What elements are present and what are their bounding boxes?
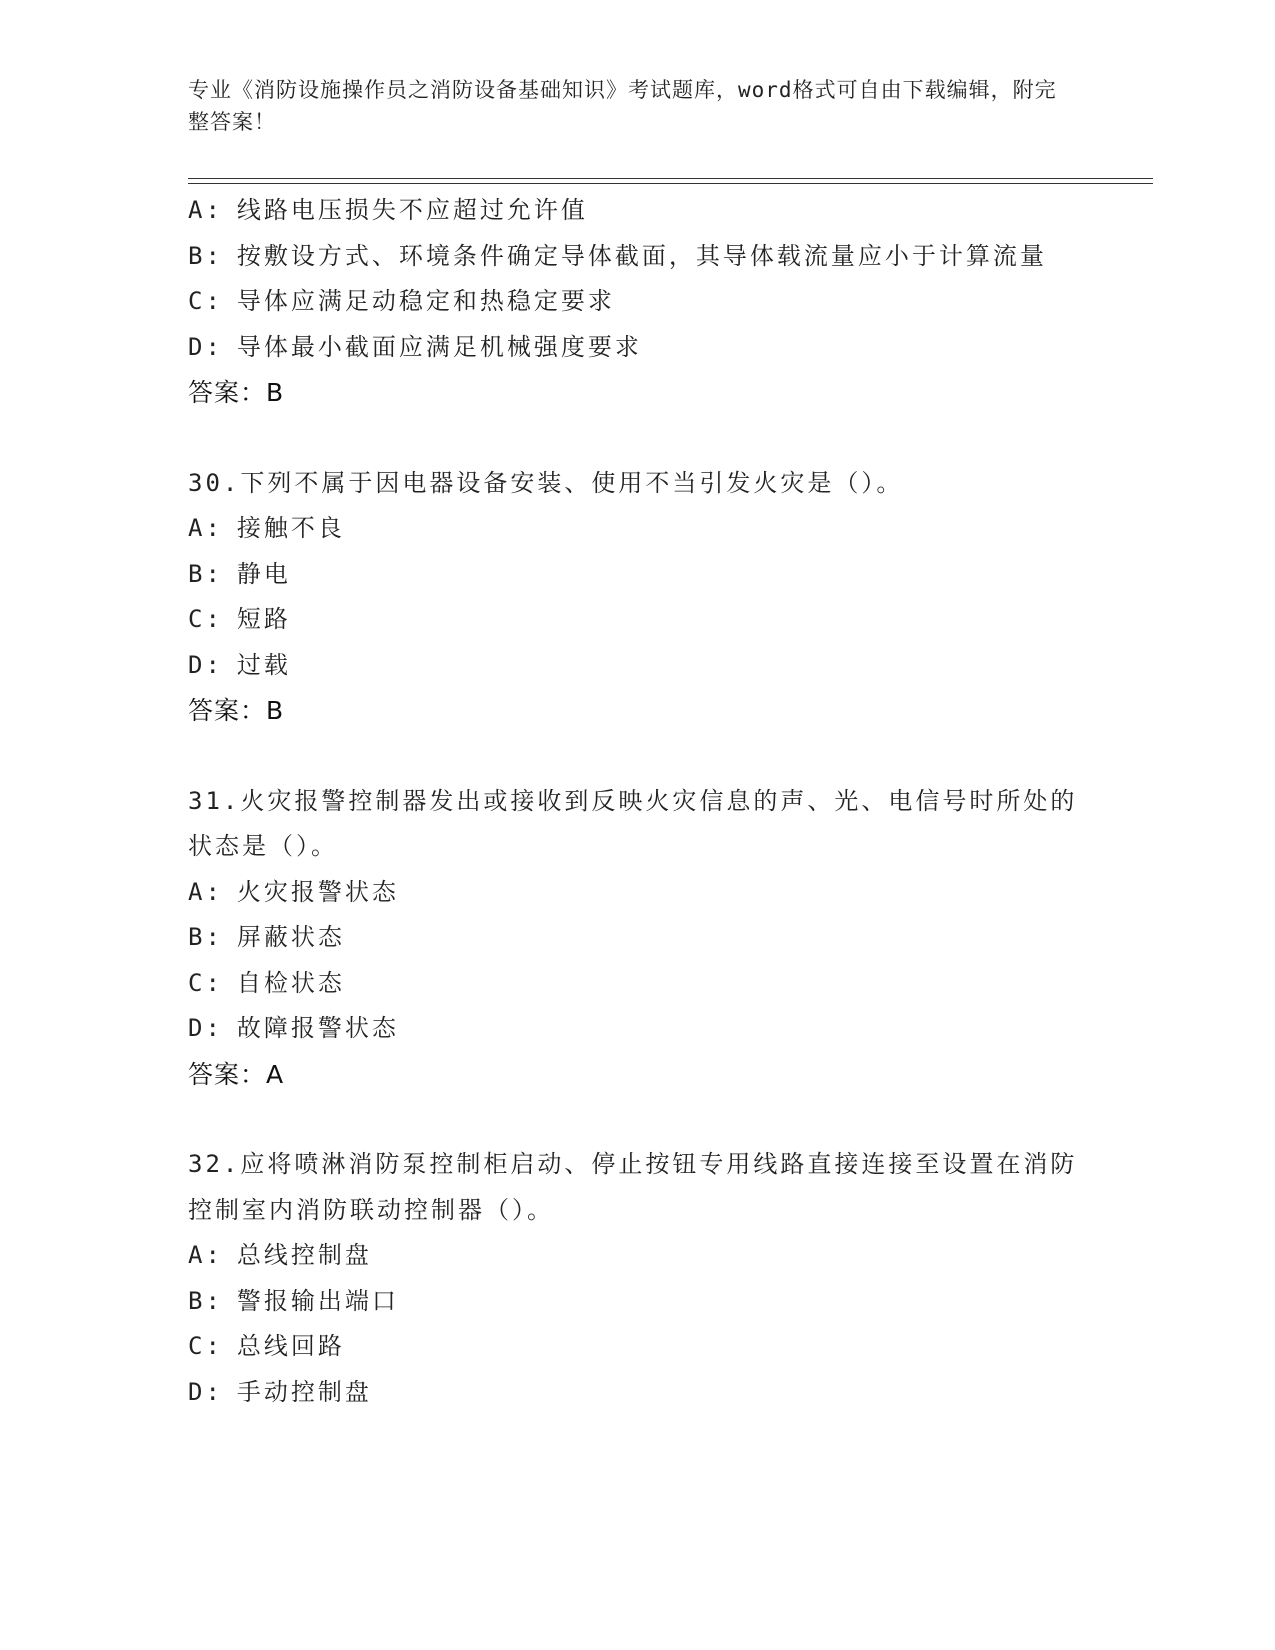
option-a: A : 接触不良: [188, 514, 345, 542]
option-d: D : 过载: [188, 650, 291, 679]
option-a: A : 总线控制盘: [188, 1241, 372, 1269]
prev-question: [188, 188, 1078, 416]
option-c: C : 导体应满足动稳定和热稳定要求: [188, 287, 615, 315]
option-b: B : 警报输出端口: [188, 1286, 399, 1315]
option-d: D : 手动控制盘: [188, 1377, 372, 1406]
option-c: C : 总线回路: [188, 1332, 345, 1360]
spacer: [188, 734, 1078, 779]
header-divider-top: [188, 178, 1153, 179]
option-a: A : 火灾报警状态: [188, 877, 399, 906]
question-31: [188, 779, 1078, 1098]
answer-line: 答案：B: [188, 378, 285, 407]
spacer: [188, 416, 1078, 461]
option-b: B : 按敷设方式、环境条件确定导体截面，其导体载流量应小于计算流量: [188, 241, 1047, 270]
header-divider-bottom: [188, 183, 1153, 184]
spacer: [188, 1097, 1078, 1142]
option-b: B : 屏蔽状态: [188, 923, 345, 951]
option-b: B : 静电: [188, 559, 291, 588]
question-stem: 30.下列不属于因电器设备安装、使用不当引发火灾是（）。: [188, 468, 904, 497]
question-stem: 32.应将喷淋消防泵控制柜启动、停止按钮专用线路直接连接至设置在消防控制室内消防联动控制器（）。: [188, 1150, 1078, 1224]
option-d: D : 导体最小截面应满足机械强度要求: [188, 332, 642, 361]
question-32: [188, 1142, 1078, 1415]
question-stem: 31.火灾报警控制器发出或接收到反映火灾信息的声、光、电信号时所处的状态是（）。: [188, 786, 1078, 860]
option-c: C : 自检状态: [188, 968, 345, 997]
option-c: C : 短路: [188, 605, 291, 633]
question-content: [188, 188, 1078, 1415]
answer-line: 答案：A: [188, 1059, 285, 1089]
question-30: [188, 461, 1078, 734]
option-a: A : 线路电压损失不应超过允许值: [188, 196, 588, 224]
answer-line: 答案：B: [188, 696, 285, 725]
option-d: D : 故障报警状态: [188, 1014, 399, 1042]
document-header: 专业《消防设施操作员之消防设备基础知识》考试题库，word格式可自由下载编辑，附完整答案！: [188, 78, 1057, 134]
